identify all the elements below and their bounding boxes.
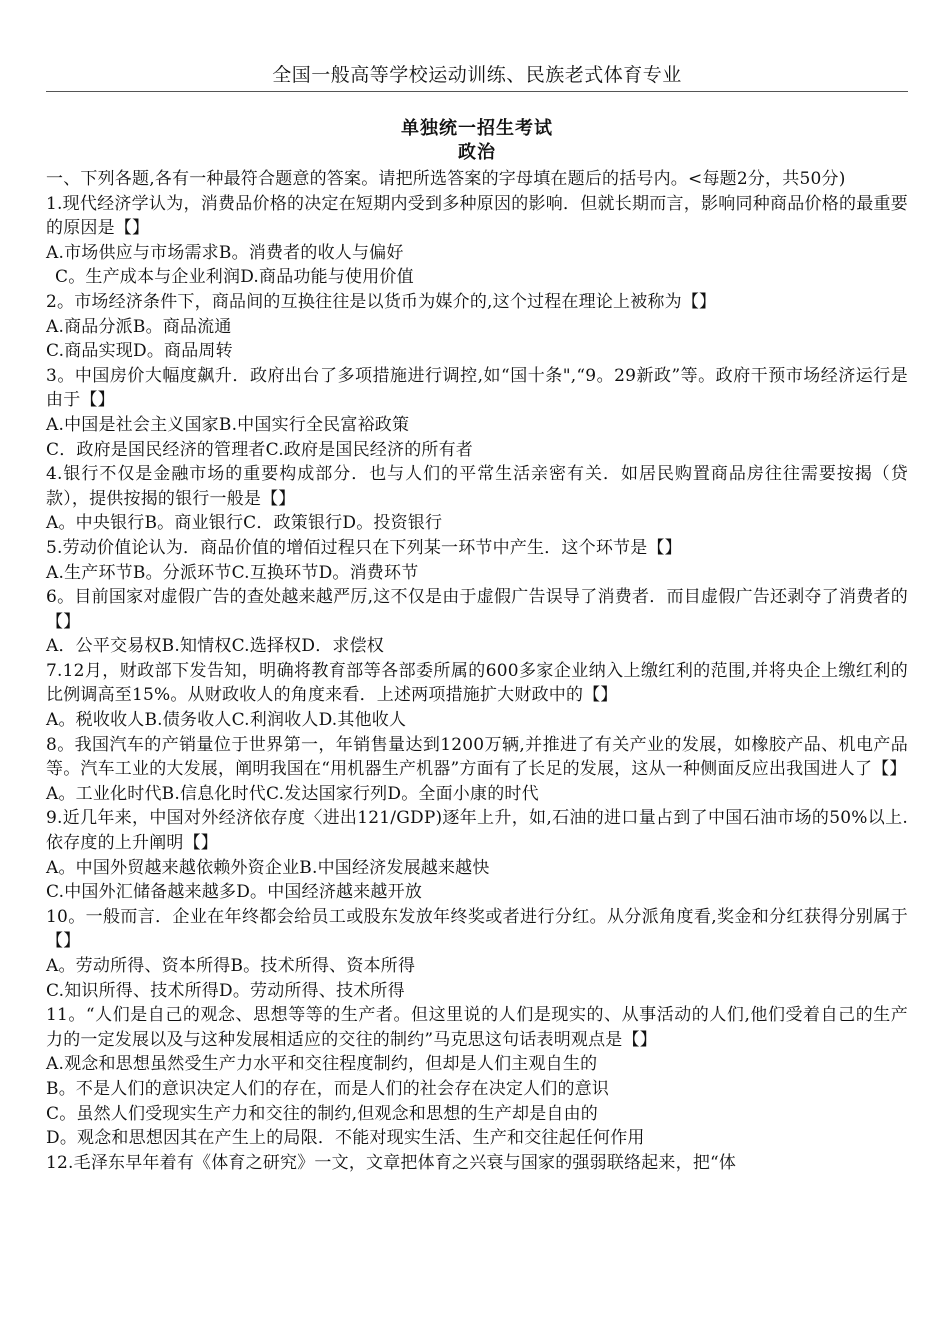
- exam-title: 单独统一招生考试: [401, 118, 553, 139]
- question-option: A.中国是社会主义国家B.中国实行全民富裕政策: [46, 414, 410, 435]
- question-7: [46, 659, 908, 733]
- question-option: A．公平交易权B.知情权C.选择权D．求偿权: [46, 636, 385, 657]
- question-8: [46, 733, 908, 807]
- question-option: C。生产成本与企业利润D.商品功能与使用价值: [55, 267, 414, 288]
- question-1: [46, 192, 908, 290]
- question-stem: 5.劳动价值论认为．商品价值的增佰过程只在下列某一环节中产生．这个环节是【】: [46, 537, 682, 558]
- section-instructions: 一、下列各题,各有一种最符合题意的答案。请把所选答案的字母填在题后的括号内。<每题2分，共50分): [46, 169, 846, 189]
- question-option: A。税收收人B.债务收人C.利润收人D.其他收人: [46, 710, 407, 731]
- question-option: C．政府是国民经济的管理者C.政府是国民经济的所有者: [46, 439, 474, 460]
- question-option: A.市场供应与市场需求B。消费者的收人与偏好: [46, 242, 404, 263]
- question-option: A.观念和思想虽然受生产力水平和交往程度制约，但却是人们主观自生的: [46, 1054, 598, 1075]
- question-stem: 12.毛泽东早年着有《体育之研究》一文，文章把体育之兴衰与国家的强弱联络起来，把“体: [46, 1152, 737, 1173]
- question-option: C.商品实现D。商品周转: [46, 341, 233, 362]
- question-option: A.生产环节B。分派环节C.互换环节D。消费环节: [46, 562, 419, 583]
- question-stem: 4.银行不仅是金融市场的重要构成部分．也与人们的平常生活亲密有关．如居民购置商品房往往需要按揭（贷款），提供按揭的银行一般是【】: [46, 464, 908, 509]
- question-stem: 11。“人们是自己的观念、思想等等的生产者。但这里说的人们是现实的、从事活动的人们,他们受着自己的生产力的一定发展以及与这种发展相适应的交往的制约”马克思这句话表明观点是【】: [46, 1005, 908, 1050]
- question-option: A。中国外贸越来越依赖外资企业B.中国经济发展越来越快: [46, 857, 490, 878]
- question-stem: 7.12月，财政部下发告知，明确将教育部等各部委所属的600多家企业纳入上缴红利的范围,并将央企上缴红利的比例调高至15%。从财政收人的角度来看．上述两项措施扩大财政中的【】: [46, 660, 908, 706]
- question-option: A。工业化时代B.信息化时代C.发达国家行列D。全面小康的时代: [46, 783, 539, 804]
- question-11: [46, 1003, 908, 1151]
- question-option: D。观念和思想因其在产生上的局限．不能对现实生活、生产和交往起任何作用: [46, 1128, 645, 1149]
- question-6: [46, 585, 908, 659]
- question-option: B。不是人们的意识决定人们的存在，而是人们的社会存在决定人们的意识: [46, 1078, 610, 1099]
- question-stem: 1.现代经济学认为，消费品价格的决定在短期内受到多种原因的影响．但就长期而言，影响同种商品价格的最重要的原因是【】: [46, 193, 908, 239]
- question-option: C.知识所得、技术所得D。劳动所得、技术所得: [46, 980, 405, 1001]
- question-12: [46, 1151, 908, 1176]
- running-header: 全国一般高等学校运动训练、民族老式体育专业: [46, 62, 908, 92]
- question-10: [46, 905, 908, 1003]
- question-stem: 8。我国汽车的产销量位于世界第一，年销售量达到1200万辆,并推进了有关产业的发展，如橡胶产品、机电产品等。汽车工业的大发展，阐明我国在“用机器生产机器”方面有了长足的发展，这从一种侧面反应出我国进人了【】: [46, 734, 908, 780]
- question-option: A。中央银行B。商业银行C．政策银行D。投资银行: [46, 513, 443, 534]
- question-option: A.商品分派B。商品流通: [46, 316, 232, 337]
- question-9: [46, 806, 908, 904]
- question-stem: 9.近几年来，中国对外经济依存度〈进出121/GDP)逐年上升，如,石油的进口量占到了中国石油市场的50%以上.依存度的上升阐明【】: [46, 808, 908, 854]
- question-option: A。劳动所得、资本所得B。技术所得、资本所得: [46, 956, 416, 976]
- question-2: [46, 290, 908, 364]
- question-stem: 6。目前国家对虚假广告的查处越来越严厉,这不仅是由于虚假广告误导了消费者．而目虚假广告还剥夺了消费者的【】: [46, 587, 908, 632]
- question-3: [46, 364, 908, 462]
- question-stem: 3。中国房价大幅度飙升．政府出台了多项措施进行调控,如“国十条",“9。29新政”等。政府干预市场经济运行是由于【】: [46, 365, 908, 411]
- exam-page: [46, 62, 908, 1175]
- question-stem: 10。一般而言．企业在年终都会给员工或股东发放年终奖或者进行分红。从分派角度看,奖金和分红获得分别属于【】: [46, 906, 908, 952]
- subject-title: 政治: [458, 142, 496, 163]
- question-stem: 2。市场经济条件下，商品间的互换往往是以货币为媒介的,这个过程在理论上被称为【】: [46, 291, 717, 312]
- question-option: C.中国外汇储备越来越多D。中国经济越来越开放: [46, 882, 423, 903]
- question-4: [46, 462, 908, 536]
- question-list: [46, 167, 908, 1175]
- question-5: [46, 536, 908, 585]
- question-option: C。虽然人们受现实生产力和交往的制约,但观念和思想的生产却是自由的: [46, 1103, 599, 1124]
